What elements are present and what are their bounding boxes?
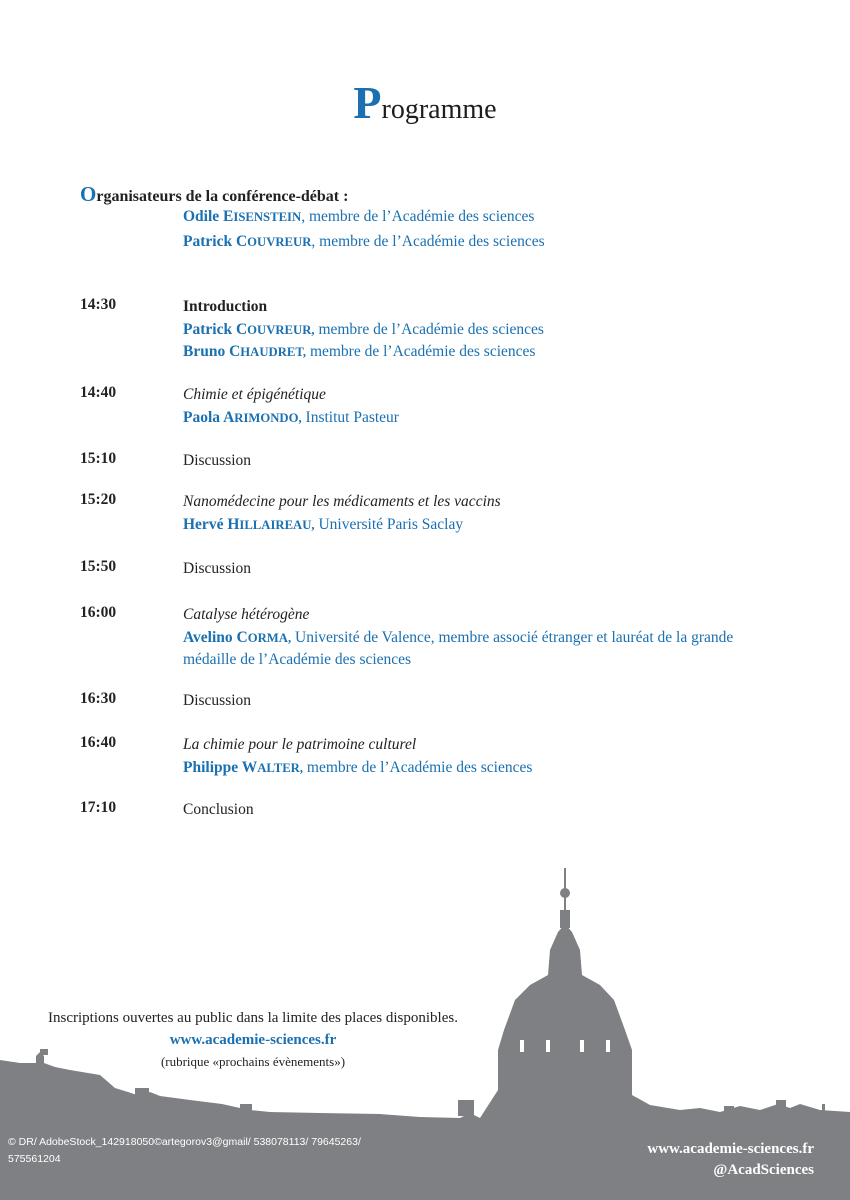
schedule-title: Discussion bbox=[183, 452, 252, 469]
schedule-title: La chimie pour le patrimoine culturel bbox=[183, 736, 417, 753]
registration-info bbox=[0, 1007, 506, 1073]
schedule-title: Conclusion bbox=[183, 801, 254, 818]
organizer-line: Patrick COUVREUR, membre de l’Académie des sciences bbox=[183, 233, 545, 250]
schedule-time: 14:40 bbox=[80, 384, 117, 401]
schedule-time: 16:40 bbox=[80, 734, 117, 751]
organizers-heading: Organisateurs de la conférence-débat : bbox=[80, 182, 349, 206]
schedule-title: Chimie et épigénétique bbox=[183, 386, 326, 403]
schedule-title: Discussion bbox=[183, 560, 252, 577]
registration-text: Inscriptions ouvertes au public dans la limite des places disponibles. bbox=[48, 1010, 458, 1026]
title-rest: rogramme bbox=[381, 94, 497, 125]
title-initial: P bbox=[353, 77, 382, 128]
footer-contact bbox=[647, 1139, 814, 1181]
schedule-time: 15:20 bbox=[80, 491, 117, 508]
photo-credits: © DR/ AdobeStock_142918050©artegorov3@gmail/ 538078113/ 79645263/ 575561204 bbox=[8, 1136, 361, 1165]
registration-link[interactable]: www.academie-sciences.fr bbox=[169, 1032, 337, 1048]
schedule-title: Nanomédecine pour les médicaments et les vaccins bbox=[183, 493, 501, 510]
schedule-time: 14:30 bbox=[80, 296, 117, 313]
schedule-title: Discussion bbox=[183, 692, 252, 709]
speaker: Philippe WALTER, membre de l’Académie des sciences bbox=[183, 758, 533, 776]
registration-note: (rubrique «prochains évènements») bbox=[160, 1054, 346, 1069]
schedule-time: 15:10 bbox=[80, 450, 117, 467]
speaker: Bruno CHAUDRET, membre de l’Académie des sciences bbox=[183, 343, 536, 360]
schedule-title: Catalyse hétérogène bbox=[183, 606, 310, 623]
speaker: Paola ARIMONDO, Institut Pasteur bbox=[183, 408, 399, 426]
speaker: Patrick COUVREUR, membre de l’Académie des sciences bbox=[183, 320, 544, 338]
schedule-time: 16:00 bbox=[80, 604, 117, 621]
schedule-time: 16:30 bbox=[80, 690, 117, 707]
schedule-time: 15:50 bbox=[80, 558, 117, 575]
speaker: Avelino CORMA, Université de Valence, membre associé étranger et lauréat de la grande médaille de l’Académie des sciences bbox=[183, 628, 734, 668]
footer-handle[interactable]: @AcadSciences bbox=[713, 1162, 814, 1178]
speaker: Hervé HILLAIREAU, Université Paris Saclay bbox=[183, 515, 464, 533]
organizer-line: Odile EISENSTEIN, membre de l’Académie des sciences bbox=[183, 208, 535, 225]
footer-url[interactable]: www.academie-sciences.fr bbox=[647, 1141, 814, 1157]
schedule-time: 17:10 bbox=[80, 799, 117, 816]
schedule-title: Introduction bbox=[183, 298, 268, 315]
